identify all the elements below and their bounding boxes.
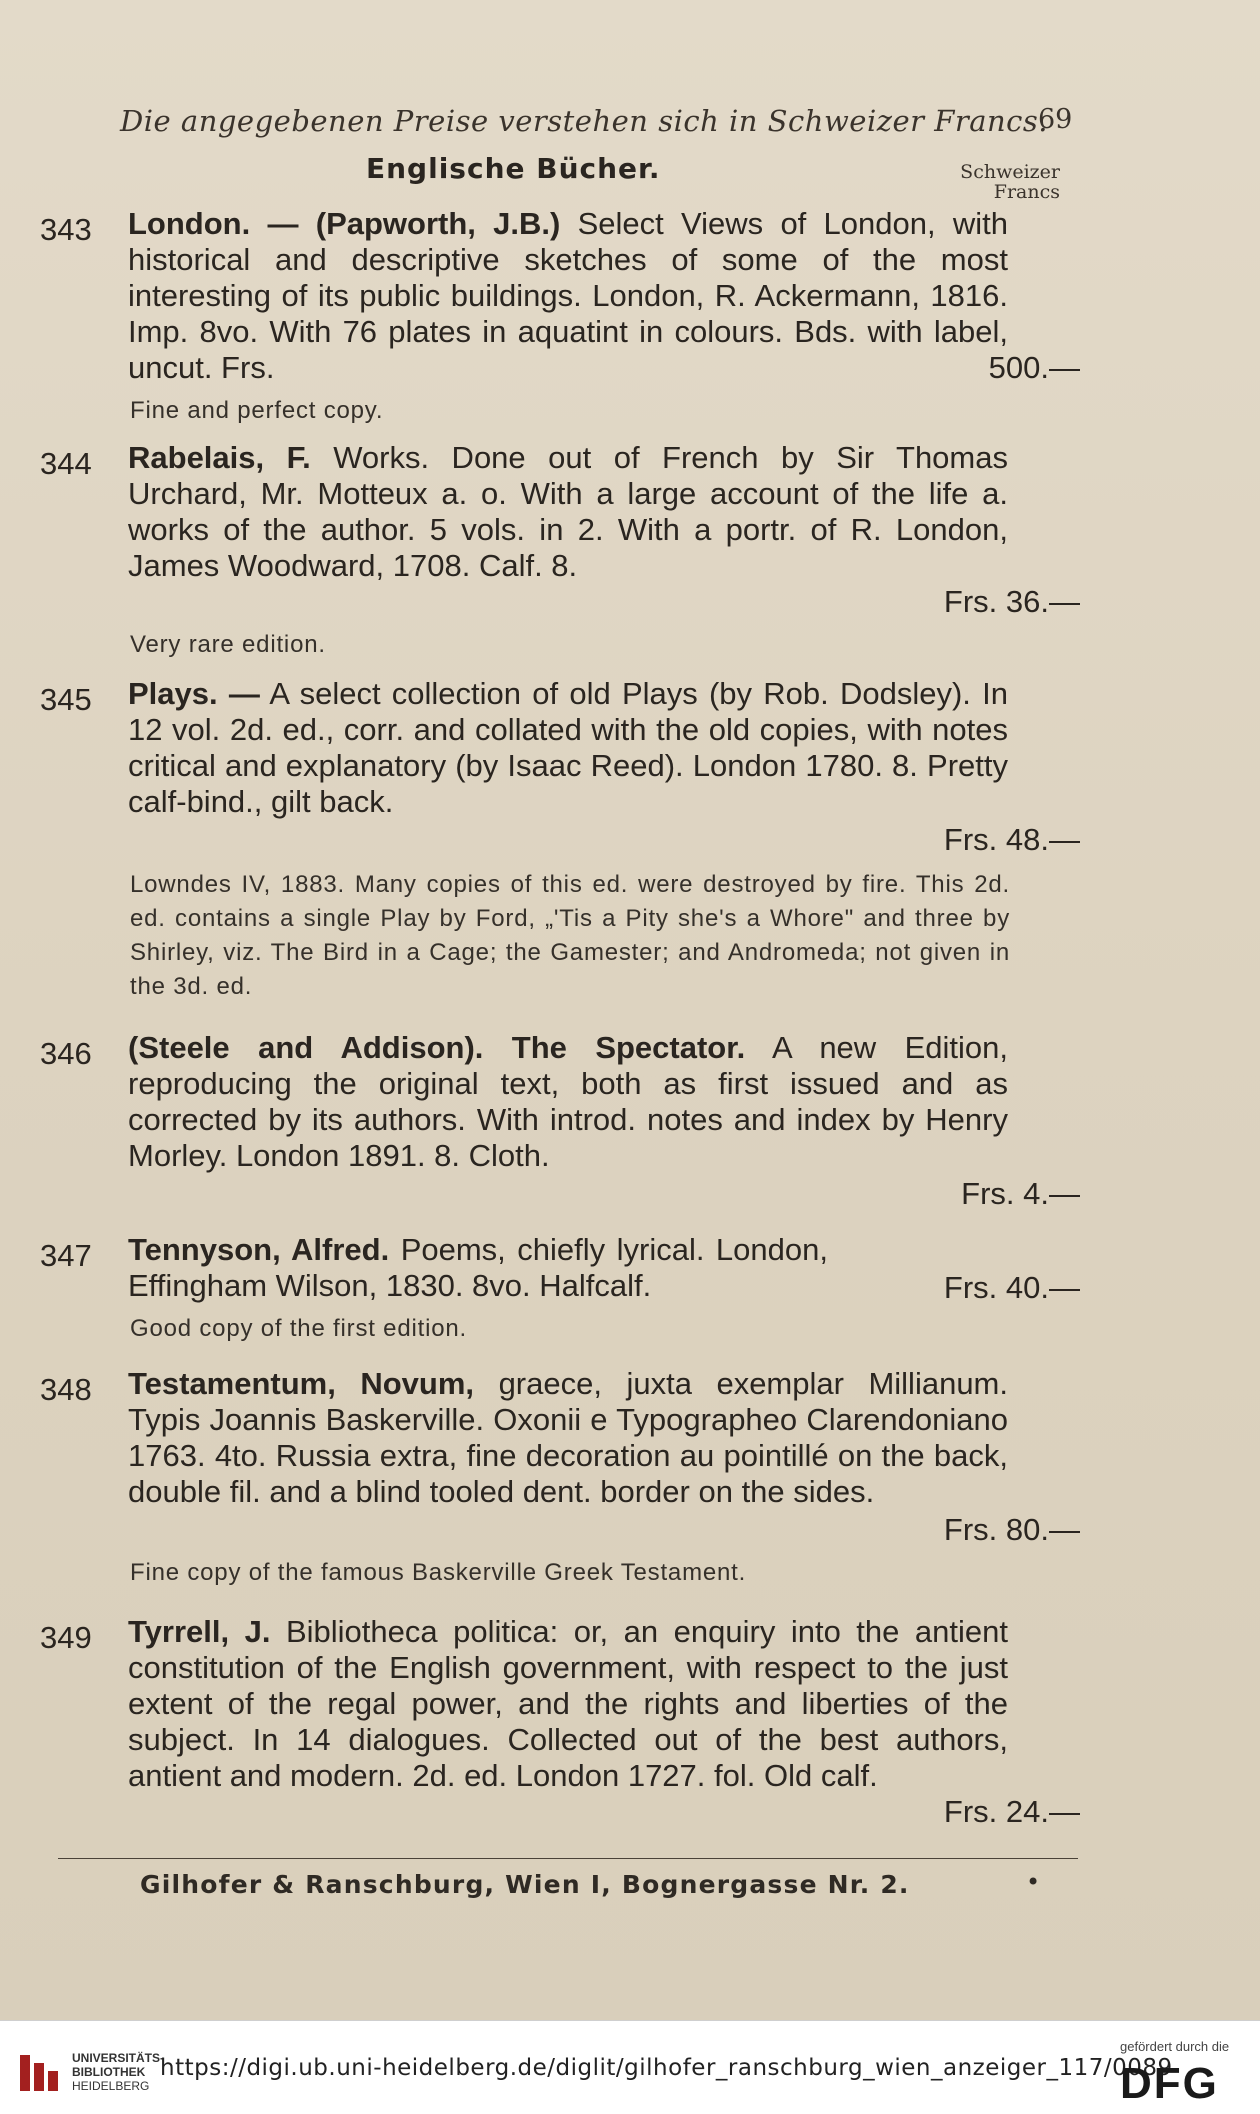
currency-line-2: Francs xyxy=(993,181,1060,203)
catalogue-entry xyxy=(40,1366,1080,1592)
catalogue-entry xyxy=(40,676,1080,1012)
university-library-name xyxy=(72,2051,164,2093)
library-line-3: HEIDELBERG xyxy=(72,2079,150,2093)
footer-dot: • xyxy=(1026,1868,1041,1896)
entry-text: Works. Done out of French by Sir Thomas Urchard, Mr. Motteux a. o. With a large account of the life a. works of the author. 5 vols. in 2. With a portr. of R. London, James Woodward, 1708. Calf. 8. xyxy=(128,440,1008,583)
entry-price: Frs. 24.— xyxy=(943,1794,1080,1829)
entry-price: Frs. 36.— xyxy=(943,584,1080,619)
entry-note: Good copy of the first edition. xyxy=(130,1315,467,1342)
entry-description xyxy=(128,676,1008,820)
entry-heading: (Steele and Addison). The Spectator. xyxy=(128,1030,746,1065)
entry-heading: Plays. — xyxy=(128,676,260,711)
entry-note: Very rare edition. xyxy=(130,631,326,658)
entry-description xyxy=(128,440,1008,584)
funder-caption: gefördert durch die xyxy=(1120,2039,1230,2054)
entry-text: Bibliotheca politica: or, an enquiry into the antient constitution of the English government, with respect to the just extent of the regal power, and the rights and liberties of the subject. In 14 dialogues. Collected out of the best authors, antient and modern. 2d. ed. London 1727. fol. Old calf. xyxy=(128,1614,1008,1793)
footer-rule xyxy=(58,1858,1078,1859)
entry-description xyxy=(128,1030,1008,1174)
lot-number: 347 xyxy=(40,1238,92,1273)
currency-line-1: Schweizer xyxy=(960,161,1060,183)
lot-number: 349 xyxy=(40,1620,92,1655)
entry-description xyxy=(128,1232,828,1304)
catalogue-entry xyxy=(40,206,1080,432)
catalogue-entry xyxy=(40,1030,1080,1216)
library-line-1: UNIVERSITÄTS- xyxy=(72,2051,165,2065)
entry-price: Frs. 48.— xyxy=(943,822,1080,857)
entry-text: graece, juxta exemplar Millianum. Typis Joannis Baskerville. Oxonii e Typographeo Clarendoniano 1763. 4to. Russia extra, fine decoration au pointillé on the back, double fil. and a blind tooled dent. border on the sides. xyxy=(128,1366,1008,1509)
entry-text: Poems, chiefly lyrical. London, Effingham Wilson, 1830. 8vo. Halfcalf. xyxy=(128,1232,828,1303)
entry-heading: London. — (Papworth, J.B.) xyxy=(128,206,561,241)
lot-number: 346 xyxy=(40,1036,92,1071)
page-number: 69 xyxy=(1038,104,1073,135)
running-head: Die angegebenen Preise verstehen sich in Schweizer Francs. xyxy=(120,104,1049,138)
entry-price: Frs. 4.— xyxy=(961,1176,1080,1211)
publisher-footer: Gilhofer & Ranschburg, Wien I, Bognergasse Nr. 2. xyxy=(140,1870,910,1899)
entry-price: Frs. 80.— xyxy=(943,1512,1080,1547)
entry-heading: Rabelais, F. xyxy=(128,440,311,475)
lot-number: 344 xyxy=(40,446,92,481)
university-library-logo-icon xyxy=(14,2049,64,2097)
lot-number: 345 xyxy=(40,682,92,717)
section-title: Englische Bücher. xyxy=(366,152,661,185)
entry-note: Fine and perfect copy. xyxy=(130,397,384,424)
entry-heading: Tyrrell, J. xyxy=(128,1614,271,1649)
entry-text: Select Views of London, with historical and descriptive sketches of some of the most interesting of its public buildings. London, R. Ackermann, 1816. Imp. 8vo. With 76 plates in aquatint in colours. Bds. with label, uncut. Frs. xyxy=(128,206,1008,385)
entry-price: Frs. 40.— xyxy=(943,1270,1080,1305)
entry-text: A select collection of old Plays (by Rob. Dodsley). In 12 vol. 2d. ed., corr. and collated with the old copies, with notes critical and explanatory (by Isaac Reed). London 1780. 8. Pretty calf-bind., gilt back. xyxy=(128,676,1008,819)
entry-description xyxy=(128,1614,1008,1794)
catalogue-entry xyxy=(40,440,1080,666)
catalogue-entry xyxy=(40,1232,1080,1358)
entry-note: Lowndes IV, 1883. Many copies of this ed. were destroyed by fire. This 2d. ed. contains a single Play by Ford, „'Tis a Pity she's a Whore" and three by Shirley, viz. The Bird in a Cage; the Gamester; and Andromeda; not given in the 3d. ed. xyxy=(130,871,1010,1000)
currency-heading xyxy=(960,162,1060,202)
library-line-2: BIBLIOTHEK xyxy=(72,2065,146,2079)
entry-text: A new Edition, reproducing the original text, both as first issued and as corrected by its authors. With introd. notes and index by Henry Morley. London 1891. 8. Cloth. xyxy=(128,1030,1009,1173)
digitization-bar xyxy=(0,2020,1260,2114)
entry-price: 500.— xyxy=(988,350,1080,385)
entry-note: Fine copy of the famous Baskerville Greek Testament. xyxy=(130,1559,747,1586)
catalogue-entry xyxy=(40,1614,1080,1840)
dfg-logo: DFG xyxy=(1120,2059,1219,2108)
permalink-url[interactable]: https://digi.ub.uni-heidelberg.de/diglit/gilhofer_ranschburg_wien_anzeiger_117/0089 xyxy=(160,2055,1173,2081)
entry-description xyxy=(128,1366,1008,1510)
entry-heading: Tennyson, Alfred. xyxy=(128,1232,390,1267)
lot-number: 343 xyxy=(40,212,92,247)
lot-number: 348 xyxy=(40,1372,92,1407)
entry-heading: Testamentum, Novum, xyxy=(128,1366,475,1401)
